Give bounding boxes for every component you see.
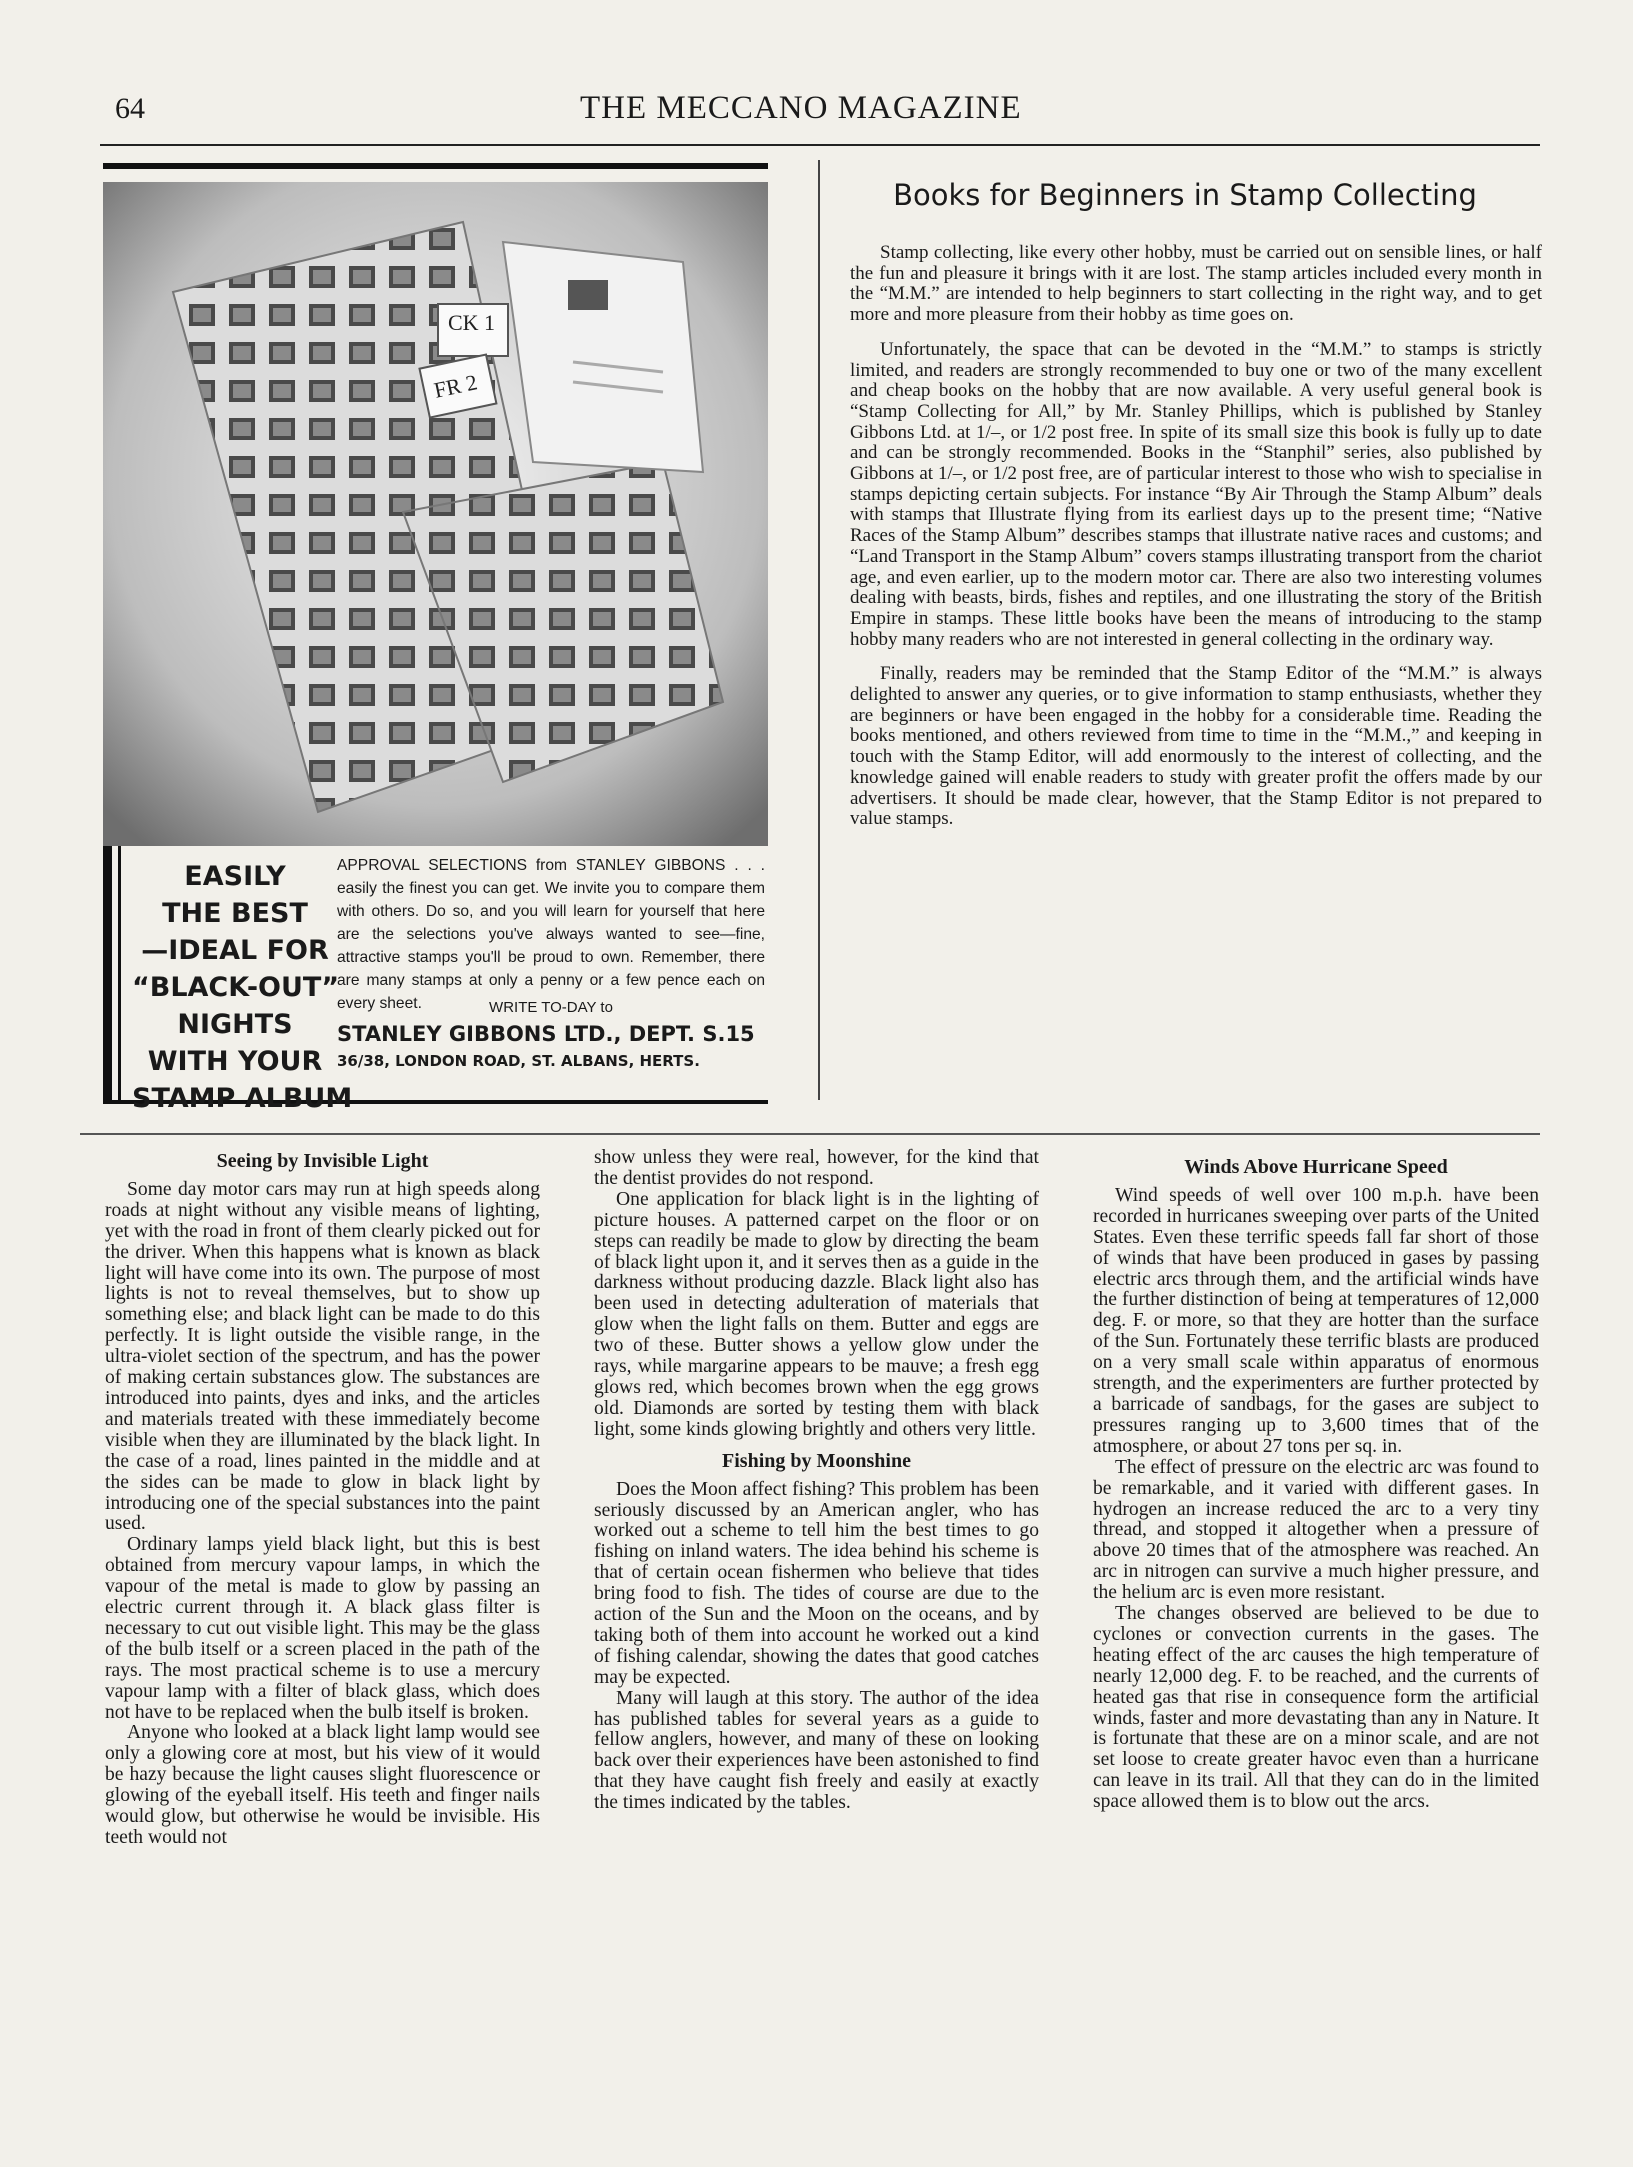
header-rule xyxy=(100,144,1540,146)
paragraph: Many will laugh at this story. The author of the idea has published tables for several years as a guide to fellow anglers, however, and many of these on looking back over their experiences have been astonished to find that they have caught fish freely and easily at exactly the times indicated by the tables. xyxy=(594,1687,1039,1814)
advert-headline xyxy=(132,858,353,1117)
books-article-body xyxy=(850,243,1542,844)
paragraph: Finally, readers may be reminded that the Stamp Editor of the “M.M.” is always delighted to answer any queries, or to give information to stamp enthusiasts, whether they are beginners or have been engaged in the hobby for a considerable time. Reading the books mentioned, and others reviewed from time to time in the “M.M.,” and keeping in touch with the Stamp Editor, will add enormously to the interest of collecting, and the knowledge gained will enable readers to study with greater profit the offers made by our advertisers. It should be made clear, however, that the Stamp Editor is not prepared to value stamps. xyxy=(850,663,1542,830)
headline-line: NIGHTS xyxy=(177,1009,293,1040)
paragraph: Does the Moon affect fishing? This problem has been seriously discussed by an American angler, who has worked out a scheme to tell him the best times to go fishing on inland waters. The idea behind his scheme is that of certain ocean fishermen who believe that tides bring food to fish. The tides of course are due to the action of the Sun and the Moon on the oceans, and by taking both of them into account he worked out a kind of fishing calendar, showing the dates that good catches may be expected. xyxy=(594,1478,1039,1688)
paragraph: Unfortunately, the space that can be devoted in the “M.M.” to stamps is strictly limited, and readers are strongly recommended to buy one or two of the many excellent and cheap books on the hobby that are now available. A very useful general book is “Stamp Collecting for All,” by Mr. Stanley Phillips, which is published by Stanley Gibbons Ltd. at 1/–, or 1/2 post free. In spite of its small size this book is fully up to date and can be strongly recommended. Books in the “Stanphil” series, also published by Gibbons at 1/–, or 1/2 post free, are of particular interest to those who wish to specialise in stamps depicting certain subjects. For instance “By Air Through the Stamp Album” deals with stamps that Illustrate flying from its earliest days up to the present time; “Native Races of the Stamp Album” describes stamps that illustrate native races and customs; and “Land Transport in the Stamp Album” covers stamps illustrating transport from the chariot age, and even earlier, up to the modern motor car. There are also two interesting volumes dealing with beasts, birds, fishes and reptiles, and one illustrating the story of the British Empire in stamps. These little books have been the means of introducing to the stamp hobby many readers who are not interested in general collecting in the ordinary way. xyxy=(850,338,1542,650)
stamp-album-photo xyxy=(103,182,768,846)
paragraph: Anyone who looked at a black light lamp would see only a glowing core at most, but his view of it would be hazy because the light causes slight fluorescence or glowing of the eyeball itself. His teeth and finger nails would glow, but otherwise he would be invisible. His teeth would not xyxy=(105,1722,540,1848)
paragraph: Ordinary lamps yield black light, but this is best obtained from mercury vapour lamps, in which the vapour of the metal is made to glow by passing an electric current through it. A black glass filter is necessary to cut out visible light. This may be the glass of the bulb itself or a screen placed in the path of the rays. The most practical scheme is to use a mercury vapour lamp with a filter of black glass, which does not have to be replaced when the bulb itself is broken. xyxy=(105,1534,540,1723)
books-article-title: Books for Beginners in Stamp Collecting xyxy=(893,178,1477,212)
paragraph: The changes observed are believed to be due to cyclones or convection currents in the gases. The heating effect of the arc causes the high temperature of nearly 12,000 deg. F. to be reached, and the currents of heated gas that rise in consequence form the artificial winds, faster and more devastating than any in Nature. It is fortunate that these are on a minor scale, and are not set loose to create greater havoc even than a hurricane can leave in its trail. All that they can do in the limited space allowed them is to blow out the arcs. xyxy=(1093,1603,1539,1813)
headline-line: WITH YOUR xyxy=(147,1046,323,1077)
paragraph: Some day motor cars may run at high speeds along roads at night without any visible means of lighting, yet with the road in front of them clearly picked out for the driver. When this happens what is known as black light will have come into its own. The purpose of most lights is not to reveal themselves, but to show up something else; and black light can be made to do this perfectly. It is light outside the visible range, in the ultra-violet section of the spectrum, and has the power of making certain substances glow. The substances are introduced into paints, dyes and inks, and the articles and materials treated with these immediately become visible when they are illuminated by the black light. In the case of a road, lines painted in the middle and at the sides can be made to glow in black light by introducing one of the special substances into the paint used. xyxy=(105,1178,540,1535)
company-address: 36/38, LONDON ROAD, ST. ALBANS, HERTS. xyxy=(337,1052,700,1070)
headline-line: THE BEST xyxy=(162,898,308,929)
column-1 xyxy=(105,1148,540,1849)
svg-text:FR 2: FR 2 xyxy=(431,369,480,403)
headline-line: STAMP ALBUM xyxy=(132,1083,353,1114)
paragraph: Wind speeds of well over 100 m.p.h. have been recorded in hurricanes sweeping over parts of the United States. Even these terrific speeds fall far short of those of winds that have been produced in gases by passing electric arcs through them, and the artificial winds have the further distinction of being at temperatures of 12,000 deg. F. or more, so that they are hotter than the surface of the Sun. Fortunately these terrific blasts are produced on a very small scale within apparatus of enormous strength, and the experimenters are further protected by a barricade of sandbags, for the gases are subject to pressures ranging up to 3,600 times that of the atmosphere, or about 27 tons per sq. in. xyxy=(1093,1184,1539,1457)
paragraph: Stamp collecting, like every other hobby, must be carried out on sensible lines, or half the fun and pleasure it brings with it are lost. The stamp articles included every month in the “M.M.” are intended to help beginners to start collecting in the right way, and to get more and more pleasure from their hobby as time goes on. xyxy=(850,242,1542,326)
column-divider xyxy=(818,160,820,1100)
page-number: 64 xyxy=(115,92,145,125)
company-name: STANLEY GIBBONS LTD., DEPT. S.15 xyxy=(337,1022,755,1046)
moonshine-title: Fishing by Moonshine xyxy=(722,1449,911,1472)
headline-line: “BLACK-OUT” xyxy=(132,972,340,1003)
column-3 xyxy=(1093,1154,1539,1813)
headline-line: EASILY xyxy=(184,861,286,892)
invisible-light-title: Seeing by Invisible Light xyxy=(216,1150,429,1172)
svg-text:CK 1: CK 1 xyxy=(448,310,496,335)
section-rule xyxy=(80,1133,1540,1135)
stanley-gibbons-advert xyxy=(103,182,768,1114)
write-today: WRITE TO-DAY to xyxy=(489,999,613,1016)
paragraph: show unless they were real, however, for the kind that the dentist provides do not respond. xyxy=(594,1147,1039,1189)
magazine-title: THE MECCANO MAGAZINE xyxy=(580,90,1022,126)
album-label-ck1 xyxy=(438,304,508,356)
headline-line: —IDEAL FOR xyxy=(141,935,329,966)
paragraph: The effect of pressure on the electric arc was found to be remarkable, and it varied with different gases. In hydrogen an increase reduced the arc to a very tiny thread, and stopped it altogether when a pressure of above 20 times that of the atmosphere was reached. An arc in nitrogen can survive a much higher pressure, and the helium arc is even more resistant. xyxy=(1093,1456,1539,1604)
approval-text: APPROVAL SELECTIONS from STANLEY GIBBONS . . . easily the finest you can get. We invite you to compare them with others. Do so, and you will learn for yourself that here are the selections you've always wanted to see—fine, attractive stamps you'll be proud to own. Remember, there are many stamps at only a penny or a few pence each on every sheet. xyxy=(337,857,765,1012)
winds-title: Winds Above Hurricane Speed xyxy=(1184,1156,1448,1178)
column-2 xyxy=(594,1148,1039,1814)
paragraph: One application for black light is in the lighting of picture houses. A patterned carpet on the floor or on steps can readily be made to glow by directing the beam of black light upon it, and it serves then as a guide in the darkness without producing dazzle. Black light also has been used in detecting adulteration of materials that glow when the light falls on them. Butter and eggs are two of these. Butter shows a yellow glow under the rays, while margarine appears to be mauve; a fresh egg glows red, which becomes brown when the egg grows old. Diamonds are sorted by testing them with black light, some kinds glowing brightly and others very little. xyxy=(594,1188,1039,1440)
advert-text-panel xyxy=(103,846,768,1114)
advert-top-bar xyxy=(103,163,768,169)
